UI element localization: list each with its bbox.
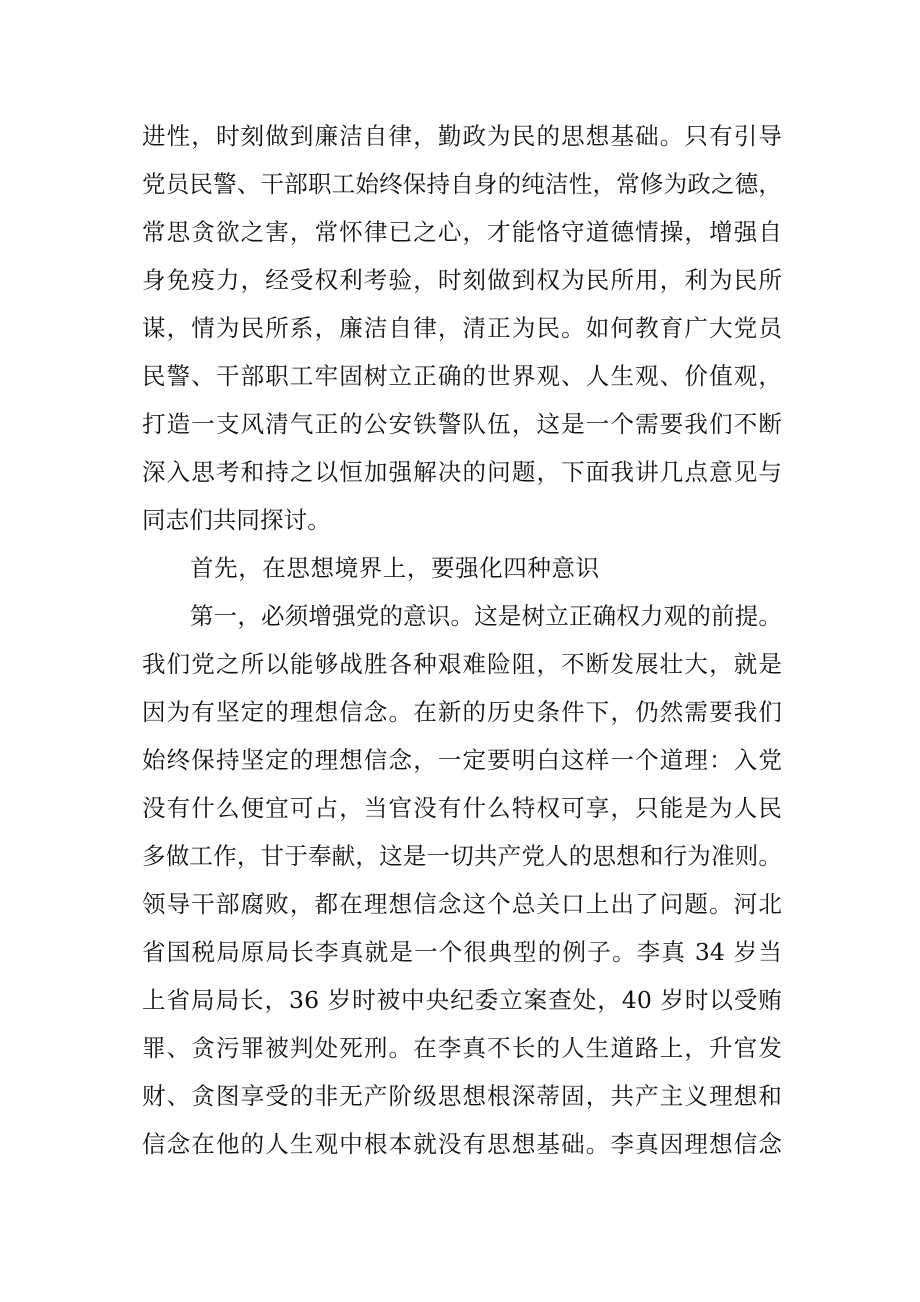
text-line-4: 身免疫力，经受权利考验，时刻做到权为民所用，利为民所 [142,266,782,294]
text-line-19: 上省局局长，36 岁时被中央纪委立案查处，40 岁时以受贿 [142,986,782,1014]
text-line-12: 我们党之所以能够战胜各种艰难险阻，不断发展壮大，就是 [142,650,782,678]
text-line-14: 始终保持坚定的理想信念，一定要明白这样一个道理：入党 [142,746,782,774]
section-heading: 首先，在思想境界上，要强化四种意识 [190,554,600,582]
text-line-2: 党员民警、干部职工始终保持自身的纯洁性，常修为政之德， [142,170,782,198]
text-line-17: 领导干部腐败，都在理想信念这个总关口上出了问题。河北 [142,890,782,918]
text-line-1: 进性，时刻做到廉洁自律，勤政为民的思想基础。只有引导 [142,122,782,150]
text-line-6: 民警、干部职工牢固树立正确的世界观、人生观、价值观， [142,362,782,390]
text-line-13: 因为有坚定的理想信念。在新的历史条件下，仍然需要我们 [142,698,782,726]
text-line-20: 罪、贪污罪被判处死刑。在李真不长的人生道路上，升官发 [142,1034,782,1062]
text-line-22: 信念在他的人生观中根本就没有思想基础。李真因理想信念 [142,1130,782,1158]
text-line-3: 常思贪欲之害，常怀律已之心，才能恪守道德情操，增强自 [142,218,782,246]
text-line-15: 没有什么便宜可占，当官没有什么特权可享，只能是为人民 [142,794,782,822]
text-line-16: 多做工作，甘于奉献，这是一切共产党人的思想和行为准则。 [142,842,782,870]
text-line-21: 财、贪图享受的非无产阶级思想根深蒂固，共产主义理想和 [142,1082,782,1110]
text-line-11: 第一，必须增强党的意识。这是树立正确权力观的前提。 [190,602,782,630]
text-line-18: 省国税局原局长李真就是一个很典型的例子。李真 34 岁当 [142,938,782,966]
text-line-5: 谋，情为民所系，廉洁自律，清正为民。如何教育广大党员 [142,314,782,342]
text-line-7: 打造一支风清气正的公安铁警队伍，这是一个需要我们不断 [142,410,782,438]
text-line-8: 深入思考和持之以恒加强解决的问题，下面我讲几点意见与 [142,458,782,486]
text-line-9: 同志们共同探讨。 [142,506,331,534]
body-text [142,112,782,1168]
